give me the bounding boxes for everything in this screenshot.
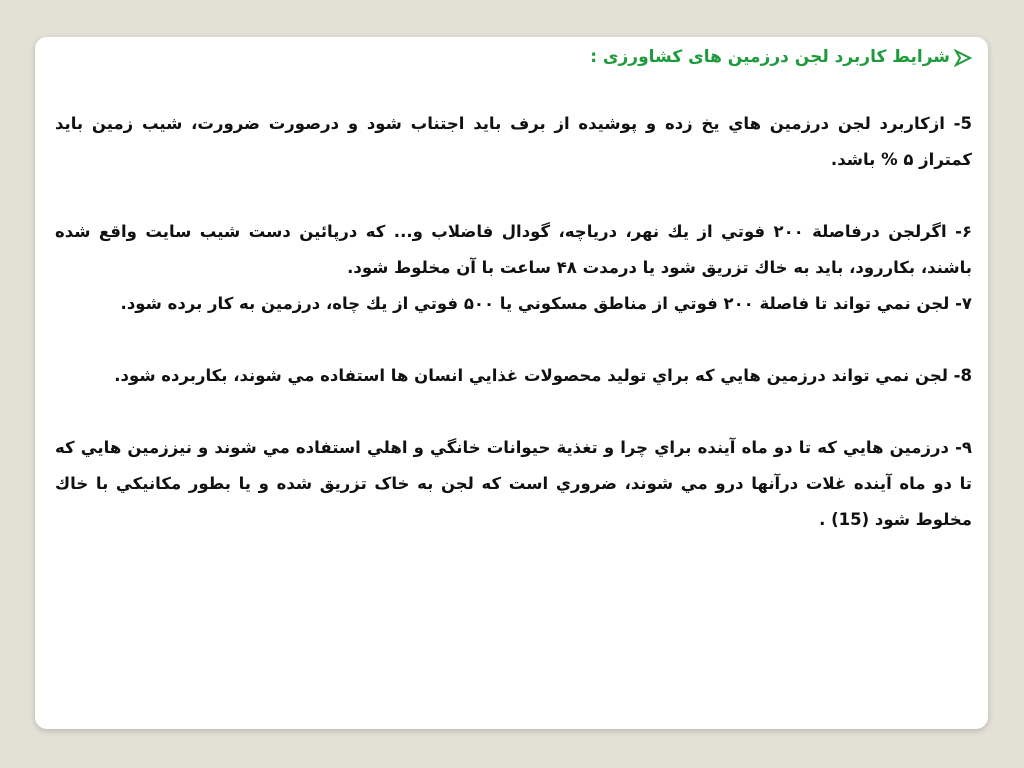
spacer bbox=[55, 71, 972, 106]
paragraph-5: 5- ازكاربرد لجن درزمين هاي يخ زده و پوشيده از برف بايد اجتناب شود و درصورت ضرورت، شيب زمين بايد كمتراز ۵ % باشد. bbox=[55, 114, 972, 169]
paragraph-8: 8- لجن نمي تواند درزمين هايي كه براي توليد محصولات غذايي انسان ها استفاده مي شوند، بكاربرده شود. bbox=[114, 366, 972, 385]
slide-heading bbox=[55, 43, 972, 71]
slide-content bbox=[55, 43, 972, 538]
arrow-bullet-icon bbox=[954, 48, 972, 66]
paragraph-7: ۷- لجن نمي تواند تا فاصلة ۲۰۰ فوتي از مناطق مسكوني يا ۵۰۰ فوتي از يك چاه، درزمين به كار برده شود. bbox=[120, 294, 972, 313]
heading-text: شرایط کاربرد لجن درزمین های کشاورزی : bbox=[590, 47, 950, 67]
spacer bbox=[55, 322, 972, 358]
paragraph-9: ۹- درزمين هايي كه تا دو ماه آينده براي چرا و تغذية حيوانات خانگي و اهلي استفاده مي شوند و نيززمين هايي كه تا دو ماه آينده غلات درآنها درو مي شوند، ضروري است كه لجن به خاک تزریق شده و یا بطور مكانيكي با خاك مخلوط شود (15) . bbox=[55, 438, 972, 529]
paragraph-6: ۶- اگرلجن درفاصلة ۲۰۰ فوتي از يك نهر، درياچه، گودال فاضلاب و... كه درپائين دست شيب سايت واقع شده باشند، بكاررود، بايد به خاك تزريق شود يا درمدت ۴۸ ساعت با آن مخلوط شود. bbox=[55, 222, 973, 277]
spacer bbox=[55, 394, 972, 430]
slide-card bbox=[35, 37, 988, 729]
spacer bbox=[55, 178, 972, 214]
